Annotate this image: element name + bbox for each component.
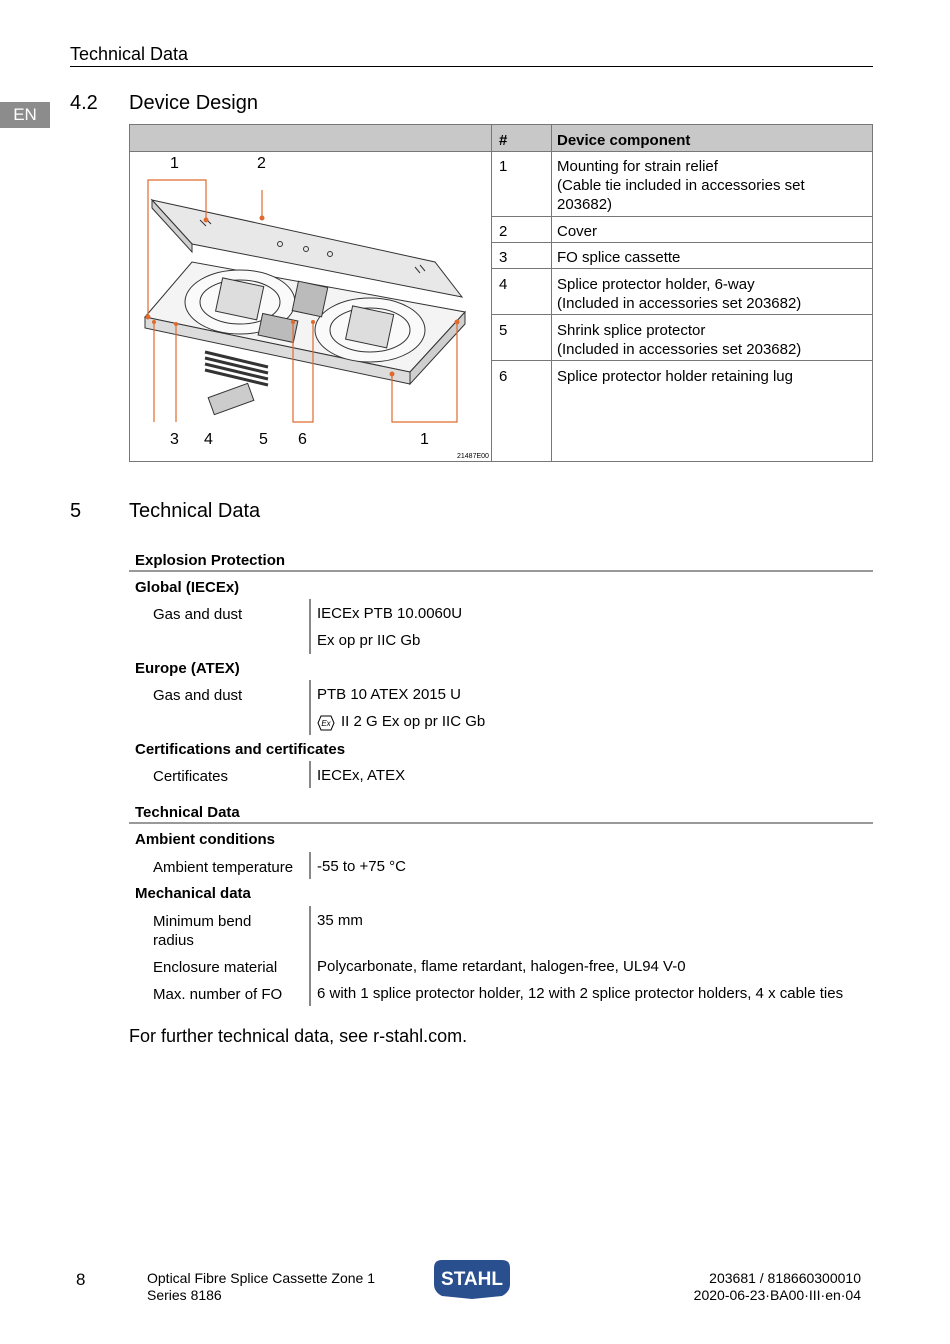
value-bar: [309, 852, 311, 879]
table-row-component: Splice protector holder retaining lug: [557, 368, 793, 385]
section-title-device-design: Device Design: [129, 92, 258, 114]
label-enclosure-material: Enclosure material: [153, 959, 278, 976]
section-title-technical-data: Technical Data: [129, 500, 261, 522]
value-max-fo: 6 with 1 splice protector holder, 12 with 2 splice protector holders, 4 x cable ties: [317, 985, 844, 1002]
value-atex-marking: II 2 G Ex op pr IIC Gb: [341, 713, 486, 730]
value-bar: [309, 906, 311, 1006]
table-row-component: Cover: [557, 223, 598, 240]
device-illustration: [130, 152, 491, 462]
table-row-num: 1: [499, 158, 508, 175]
label-gas-dust-europe: Gas and dust: [153, 687, 243, 704]
table-row-num: 6: [499, 368, 508, 385]
header-rule: [70, 66, 873, 67]
label-certificates: Certificates: [153, 768, 229, 785]
table-header-component: Device component: [557, 132, 691, 149]
stahl-logo: [432, 1258, 512, 1300]
table-row-component: Shrink splice protector (Included in accessories set 203682): [557, 322, 802, 358]
callout-label: 4: [204, 431, 213, 448]
callout-label: 6: [298, 431, 307, 448]
value-atex-cert: PTB 10 ATEX 2015 U: [317, 686, 461, 703]
table-row-component: Splice protector holder, 6-way (Included in accessories set 203682): [557, 276, 802, 312]
table-row-component: FO splice cassette: [557, 249, 681, 266]
page-number: 8: [76, 1270, 86, 1289]
value-certificates: IECEx, ATEX: [317, 767, 406, 784]
subgroup-ambient: Ambient conditions: [135, 831, 275, 848]
label-gas-dust-global: Gas and dust: [153, 606, 243, 623]
group-rule: [129, 822, 873, 824]
table-row-num: 5: [499, 322, 508, 339]
value-bar: [309, 599, 311, 654]
table-row-num: 2: [499, 223, 508, 240]
value-bar: [309, 761, 311, 788]
callout-label: 5: [259, 431, 268, 448]
ex-hexagon-icon: [317, 715, 335, 731]
value-enclosure-material: Polycarbonate, flame retardant, halogen-free, UL94 V-0: [317, 958, 686, 975]
label-bend-radius: Minimum bend radius: [153, 913, 252, 949]
svg-text:Ex: Ex: [321, 719, 331, 728]
label-max-fo: Max. number of FO: [153, 986, 283, 1003]
value-iecex-cert: IECEx PTB 10.0060U: [317, 605, 463, 622]
svg-text:STAHL: STAHL: [441, 1269, 503, 1290]
label-ambient-temperature: Ambient temperature: [153, 859, 294, 876]
table-row-num: 4: [499, 276, 508, 293]
table-row-component: Mounting for strain relief (Cable tie included in accessories set 203682): [557, 158, 805, 213]
device-design-table: [129, 124, 873, 462]
group-title-technical: Technical Data: [135, 804, 240, 821]
subgroup-europe: Europe (ATEX): [135, 660, 240, 677]
subgroup-mechanical: Mechanical data: [135, 885, 251, 902]
subgroup-certifications: Certifications and certificates: [135, 741, 346, 758]
callout-label: 3: [170, 431, 179, 448]
section-number-4-2: 4.2: [70, 92, 98, 114]
callout-label: 2: [257, 155, 266, 172]
section-number-5: 5: [70, 500, 82, 522]
group-rule: [129, 570, 873, 572]
language-tab: EN: [0, 102, 50, 128]
subgroup-global: Global (IECEx): [135, 579, 240, 596]
figure-code: 21487E00: [457, 453, 489, 460]
value-iecex-marking: Ex op pr IIC Gb: [317, 632, 421, 649]
value-bar: [309, 680, 311, 735]
group-title-explosion: Explosion Protection: [135, 552, 286, 569]
running-header: Technical Data: [70, 44, 189, 64]
callout-label: 1: [420, 431, 429, 448]
footer-doc-info: 203681 / 818660300010 2020-06-23·BA00·III·en·04: [693, 1270, 861, 1303]
value-ambient-temperature: -55 to +75 °C: [317, 858, 406, 875]
table-header-num: #: [499, 132, 508, 149]
further-data-note: For further technical data, see r-stahl.com.: [129, 1026, 468, 1046]
table-row-num: 3: [499, 249, 508, 266]
callout-label: 1: [170, 155, 179, 172]
value-bend-radius: 35 mm: [317, 912, 363, 929]
footer-product: Optical Fibre Splice Cassette Zone 1 Series 8186: [147, 1270, 375, 1303]
